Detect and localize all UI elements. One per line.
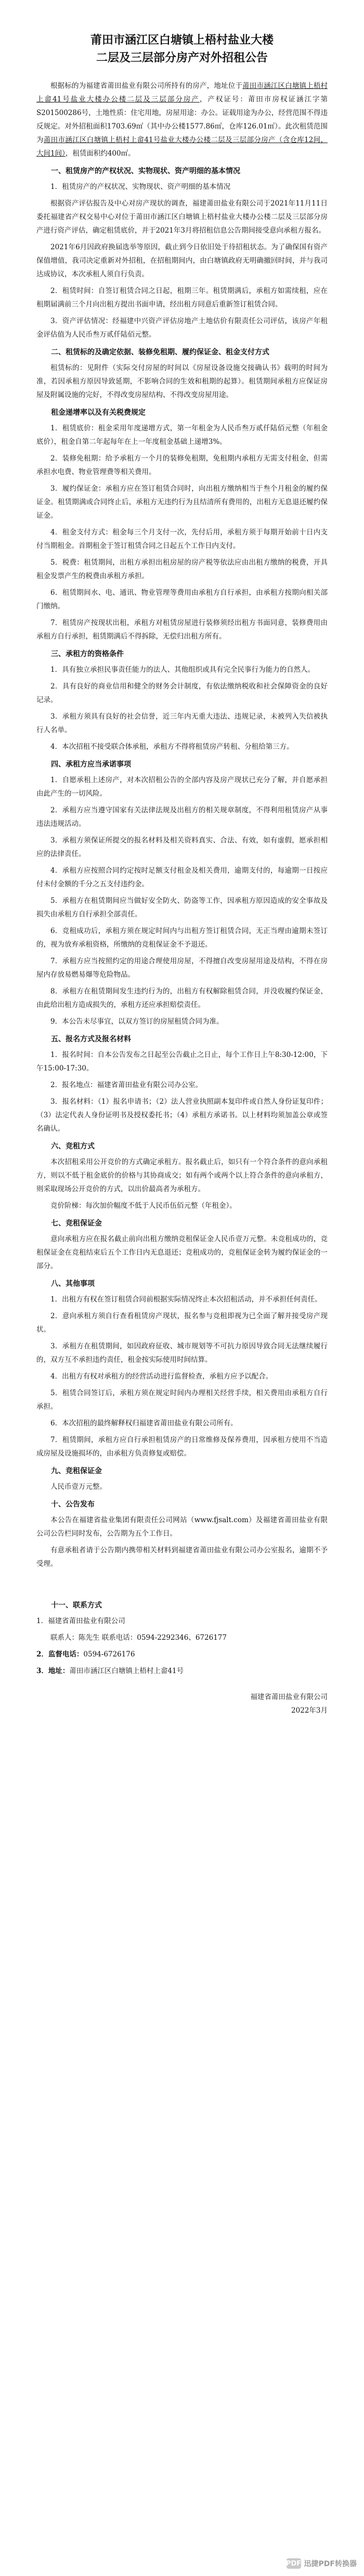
paragraph: 人民币壹万元整。: [50, 1483, 107, 1491]
lease-scope: 莆田市涵江区白塘镇上梧村上畲41号盐业大楼办公楼二层及三层部分房产（含仓库12间，大间1间）: [36, 136, 328, 158]
signature-date: 2022年3月: [291, 1706, 328, 1715]
paragraph: 根据资产评估报告及中心对房产现状的调查，福建莆田盐业有限公司于2021年11月11日委托福建省产权交易中心对位于莆田市涵江区白塘镇上梧村盐业大楼办公楼二层及三层部分房产进行资产评估，确定租赁底价，并于2021年3月将招租信息公告期间接受意向承租方报名。: [36, 199, 328, 235]
paragraph: 6．租赁期间水、电、通讯、物业管理等费用由承租方自行承担，由承租方按期向相关部门缴纳。: [36, 589, 328, 610]
paragraph: 3．报名材料：（1）报名申请书；（2）法人营业执照副本复印件或自然人身份证复印件；（3）法定代表人身份证明书及授权委托书；（4）承租方承诺书。以上材料均须加盖公章或签名确认。: [36, 1098, 328, 1133]
paragraph: 1．具有独立承担民事责任能力的法人、其他组织或具有完全民事行为能力的自然人。: [50, 666, 315, 674]
paragraph: 2．具有良好的商业信用和健全的财务会计制度，有依法缴纳税收和社会保障资金的良好记录。: [36, 682, 328, 704]
paragraph: 3．承租方须保证所提交的报名材料及相关资料真实、合法、有效，如有虚假，愿承担相应的法律责任。: [36, 836, 328, 858]
paragraph: 1．租赁房产的产权状况、实物现状、资产明细的基本情况: [50, 183, 231, 191]
paragraph: 租赁标的：见附件（实际交付房屋的时间以《房屋设备设施交接确认书》载明的时间为准，若因承租方原因导致延期，不影响合同的生效和租期的起算）。租赁期间承租方应保证房屋及附属设施的完好，不得改变房屋结构、不得改变房屋用途。: [36, 364, 328, 399]
supervision-label: 2．监督电话：: [36, 1650, 84, 1659]
section-heading-3: 三、承租方的资格条件: [51, 650, 124, 658]
supervision-phone: [36, 1648, 328, 1661]
intro-text-a: 根据标的为福建省莆田盐业有限公司所持有的房产，地址位于: [50, 82, 243, 90]
paragraph: 4．本次招租不接受联合体承租，承租方不得将租赁房产转租、分租给第三方。: [50, 743, 294, 751]
signature-block: [36, 1690, 328, 1717]
paragraph: 5．租赁合同签订后，承租方须在规定时间内办理相关经营手续，相关费用由承租方自行承担。: [36, 1389, 328, 1411]
section-heading-4: 四、承租方应当承诺事项: [51, 760, 131, 769]
section-heading-rent: 租金递增率以及有关税费规定: [51, 409, 146, 417]
intro-text-b: ，产权证号：莆田市房权证涵江字第S201500286号，土地性质：住宅用地，房屋用途：办公。证载用途为办公，经营范围不得违反规定。对外招租面积1703.69㎡（其中办公楼1577.86㎡，仓库126.01㎡）。此次租赁范围为: [36, 95, 328, 144]
paragraph: 5．税费：租赁期间，出租方承担出租房屋的房产税等依法应由出租方缴纳的税费，开具租金发票产生的税费由承租方承担。: [36, 558, 328, 580]
paragraph: 2．意向承租方须自行查看租赁房产现状，报名参与竞租即视为已全面了解并接受房产现状。: [36, 1312, 328, 1334]
contact-address: [36, 1664, 328, 1678]
section-heading-2: 二、租赁标的及确定依据、装修免租期、履约保证金、租金支付方式: [51, 348, 269, 356]
paragraph: 本公告在福建省盐业集团有限责任公司网站（www.fjsalt.com）及福建省莆田盐业有限公司公告栏同时发布，公告期为五个工作日。: [36, 1516, 328, 1538]
paragraph: 3．履约保证金：承租方应在签订租赁合同时，向出租方缴纳相当于叁个月租金的履约保证金。租赁期满或合同终止后，承租方无违约行为且结清所有费用的，出租方无息退还履约保证金。: [36, 484, 328, 520]
paragraph: 2021年6月因政府换届选举等原因，截止到今日依旧处于待招租状态。为了确保国有资产保值增值，我司决定重新对外招租，在招租期间内，由白塘镇政府无明确撤回时间，并与我司达成协议，本次承租人须自行负责。: [36, 243, 328, 278]
contact-block: [36, 1614, 328, 1678]
paragraph: 4．租金支付方式：租金每三个月支付一次，先付后用，承租方须于每期开始前十日内支付当期租金。首期租金于签订租赁合同之日起五个工作日内支付。: [36, 528, 328, 550]
paragraph: 1．报名时间：自本公告发布之日起至公告截止之日止，每个工作日上午8:30-12:00，下午15:00-17:30。: [36, 1051, 328, 1073]
paragraph: 9．本公告未尽事宜，以双方签订的房屋租赁合同为准。: [50, 1017, 224, 1026]
contact-company: 1．福建省莆田盐业有限公司: [36, 1617, 125, 1625]
section-heading-8: 八、其他事项: [51, 1280, 95, 1288]
paragraph: 7．租赁期间，承租方应自行承担租赁房产的日常维修及保养费用，因承租方使用不当造成房屋及设施损坏的，由承租方负责修复或赔偿。: [36, 1436, 328, 1458]
section-heading-10: 十、公告发布: [51, 1500, 95, 1509]
paragraph: 2．承租方应当遵守国家有关法律法规及出租方的相关规章制度，不得利用租赁房产从事违法违规活动。: [36, 806, 328, 828]
paragraph: 1．出租方有权在签订租赁合同前根据实际情况终止本次招租活动，并不承担任何责任。: [50, 1295, 322, 1304]
paragraph: 4．承租方应按照合同约定按时足额支付租金及相关费用，逾期支付的，每逾期一日按应付未付金额的千分之五支付违约金。: [36, 866, 328, 888]
section-heading-1: 一、租赁房产的产权状况、实物现状、资产明细的基本情况: [51, 167, 240, 175]
paragraph: 6．竞租成功后，承租方须在规定时间内与出租方签订租赁合同，无正当理由逾期未签订的，视为放弃承租资格，所缴纳的竞租保证金不予退还。: [36, 927, 328, 949]
section-heading-7: 七、竞租保证金: [51, 1219, 102, 1228]
paragraph: 2．租赁时间：自签订租赁合同之日起，租期三年。租赁期满后，承租方如需续租，应在租期届满前三个月向出租方提出书面申请，经出租方同意后重新签订租赁合同。: [36, 287, 328, 309]
paragraph: 4．出租方有权对承租方的经营活动进行监督检查，承租方应予以配合。: [50, 1372, 273, 1381]
notice-title-line2: 二层及三层部分房产对外招租公告: [96, 51, 268, 65]
paragraph: 7．租赁房产按现状出租，承租方对租赁房屋进行装修须经出租方书面同意，装修费用由承租方自行承担，租赁期满后不得拆除，无偿归出租方所有。: [36, 619, 328, 641]
property-address: 莆田市涵江区白塘镇上梧村上畲41号盐业大楼办公楼二层及三层部分房产: [36, 82, 328, 104]
paragraph: 竞价阶梯：每次加价幅度不低于人民币伍佰元整（年租金）。: [50, 1202, 237, 1210]
address-label: 3．地址：: [36, 1667, 70, 1675]
section-heading-9: 九、竞租保证金: [51, 1467, 102, 1475]
paragraph: 3．承租方须具有良好的社会信誉，近三年内无重大违法、违规记录，未被列入失信被执行人名单。: [36, 712, 328, 734]
paragraph: 8．承租方在租赁期间发生违约行为的，出租方有权解除租赁合同，并没收履约保证金，由此给出租方造成损失的，承租方还应承担赔偿责任。: [36, 987, 328, 1009]
paragraph: 6．本次招租的最终解释权归福建省莆田盐业有限公司所有。: [50, 1419, 238, 1427]
paragraph: 本次招租采用公开竞价的方式确定承租方。报名截止后，如只有一个符合条件的意向承租方，则以不低于租金底价的价格与其协商成交；如有两个或两个以上符合条件的意向承租方，则采取现场公开竞价的方式，以出价最高者为承租方。: [36, 1158, 328, 1193]
paragraph: 意向承租方应在报名截止前向出租方缴纳竞租保证金人民币壹万元整。未竞租成功的，竞租保证金在竞租结束后五个工作日内无息退还；竞租成功的，竞租保证金转为履约保证金的一部分。: [36, 1235, 328, 1270]
supervision-value: 0594-6726176: [83, 1650, 135, 1659]
signature-company: 福建省莆田盐业有限公司: [250, 1693, 328, 1701]
paragraph: 3．资产评估情况：经福建中兴资产评估房地产土地估价有限责任公司评估，该房产年租金评估值为人民币叁万贰仟陆佰元整。: [36, 317, 328, 339]
section-heading-5: 五、报名方式及报名材料: [51, 1035, 131, 1043]
paragraph: 2．报名地点：福建省莆田盐业有限公司办公室。: [50, 1081, 203, 1089]
paragraph: 有意承租者请于公告期内携带相关材料到福建省莆田盐业有限公司办公室报名，逾期不予受理。: [36, 1546, 328, 1568]
paragraph: 2．装修免租期：给予承租方一个月的装修免租期，免租期内承租方无需支付租金，但需承担水电费、物业管理费等相关费用。: [36, 454, 328, 476]
paragraph: 7．承租方应当按照约定的用途合理使用房屋，不得擅自改变房屋用途及结构，不得在房屋内存放易燃易爆等危险物品。: [36, 957, 328, 979]
paragraph: 1．自愿承租上述房产，对本次招租公告的全部内容及房产现状已充分了解，并自愿承担由此产生的一切风险。: [36, 776, 328, 798]
paragraph: 1．租赁底价：租金采用年度递增方式，第一年租金为人民币叁万贰仟陆佰元整（年租金底价），租金自第二年起每年在上一年度租金基础上递增3%。: [36, 424, 328, 446]
intro-text-c: ，租赁面积约400㎡。: [65, 149, 135, 158]
section-heading-contact: 十一、联系方式: [51, 1601, 102, 1610]
watermark: [287, 2558, 357, 2569]
section-heading-6: 六、竞租方式: [51, 1142, 95, 1151]
address-value: 莆田市涵江区白塘镇上梧村上畲41号: [69, 1667, 184, 1675]
pdf-logo-icon: PDF: [287, 2558, 301, 2569]
contact-phone-line: 联系人：陈先生 联系电话：0594-2292346、6726177: [50, 1634, 227, 1642]
intro-paragraph: [36, 79, 328, 160]
notice-title-line1: 莆田市涵江区白塘镇上梧村盐业大楼: [90, 33, 274, 47]
watermark-text: 迅捷PDF转换器: [304, 2560, 357, 2568]
paragraph: 5．承租方在租赁期间应当做好安全防火、防盗等工作，因承租方原因造成的安全事故及损失由承租方自行承担全部责任。: [36, 897, 328, 919]
paragraph: 3．承租方在租赁期间，如因政府征收、城市规划等不可抗力原因导致合同无法继续履行的，双方互不承担违约责任，租金按实际使用时间结算。: [36, 1342, 328, 1364]
